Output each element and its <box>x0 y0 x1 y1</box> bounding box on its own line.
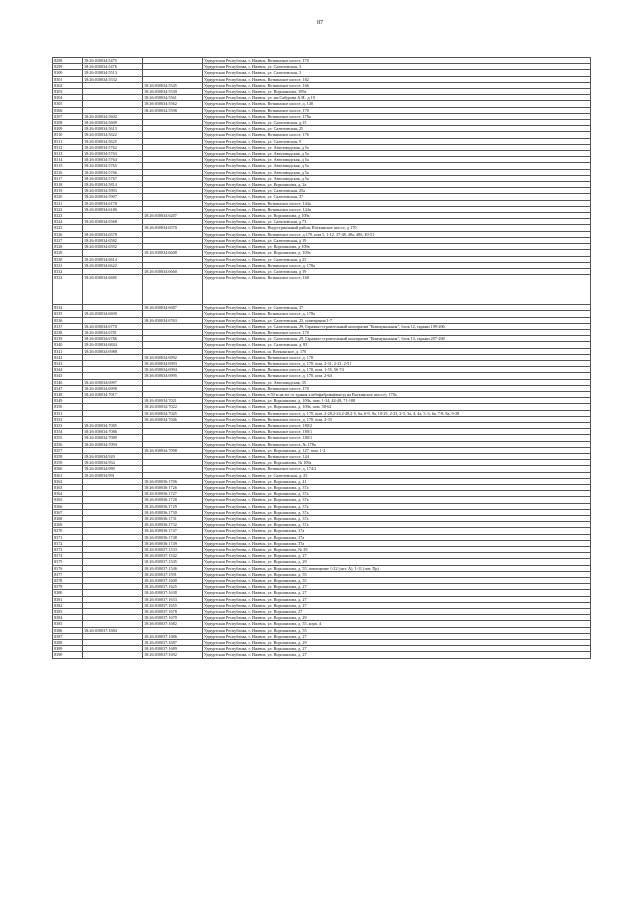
cadastral-number-room: 18:26:030036:1727 <box>143 491 203 497</box>
address-cell: Удмуртская Республика, г. Ижевск, ул. Ворошилова, 37а <box>203 528 591 534</box>
address-cell: Удмуртская Республика, г. Ижевск, ул. Ворошилова, 37а <box>203 540 591 546</box>
row-number: 8339 <box>53 336 83 342</box>
cadastral-number: 18:26:030034:5764 <box>83 157 143 163</box>
row-number: 8300 <box>53 70 83 76</box>
address-cell: Удмуртская Республика, г. Ижевск, ул. Ворошилова, 27 <box>203 609 591 615</box>
row-number: 8314 <box>53 157 83 163</box>
address-cell: Удмуртская Республика, г. Ижевск, ш. Воткинское, д. 170 <box>203 348 591 354</box>
cadastral-number-room: 18:26:030034:7045 <box>143 410 203 416</box>
cadastral-number-room: 18:26:030037:1679 <box>143 615 203 621</box>
row-number: 8316 <box>53 169 83 175</box>
cadastral-number-room: 18:26:030037:1545 <box>143 559 203 565</box>
row-number: 8332 <box>53 268 83 274</box>
row-number: 8323 <box>53 213 83 219</box>
address-cell: Удмуртская Республика, г. Ижевск, Воткинское шоссе, д. 170, пом. 1-55, 56-74 <box>203 367 591 373</box>
address-cell: Удмуртская Республика, г. Ижевск, ул. им Сабурова А.Н., д 19 <box>203 95 591 101</box>
cadastral-number-room: 18:26:030036:1729 <box>143 503 203 509</box>
row-number: 8381 <box>53 596 83 602</box>
address-cell: Удмуртская Республика, г. Ижевск, ул. Ворошилова, д. 27 <box>203 590 591 596</box>
address-cell: Удмуртская Республика, г. Ижевск, ул. Ворошилова, д. 109а <box>203 250 591 256</box>
address-cell: Удмуртская Республика, г. Ижевск, Воткинское шоссе, 170 <box>203 107 591 113</box>
row-number: 8353 <box>53 422 83 428</box>
cadastral-number-room: 18:26:030034:6660 <box>143 268 203 274</box>
cadastral-number: 18:26:030034:5767 <box>83 175 143 181</box>
row-number: 8374 <box>53 553 83 559</box>
cadastral-number-room: 18:26:030034:7046 <box>143 416 203 422</box>
address-cell: Удмуртская Республика, г. Ижевск, ул. Ворошилова, № 29 <box>203 547 591 553</box>
address-cell: Удмуртская Республика, г. Ижевск, Воткинское шоссе, д. 170 <box>203 354 591 360</box>
row-number: 8310 <box>53 132 83 138</box>
row-number: 8356 <box>53 441 83 447</box>
address-cell: Удмуртская Республика, г. Ижевск, ул. Ворошилова, д. 55, корп. 4 <box>203 621 591 627</box>
row-number: 8362 <box>53 478 83 484</box>
row-number: 8385 <box>53 621 83 627</box>
address-cell: Удмуртская Республика, г. Ижевск, ул. Салютовская, д 25 <box>203 256 591 262</box>
row-number: 8317 <box>53 175 83 181</box>
cadastral-number: 18:26:030034:5763 <box>83 151 143 157</box>
cadastral-number: 18:26:030034:6582 <box>83 237 143 243</box>
address-cell: Удмуртская Республика, г. Ижевск, ул. Ворошилова, д. 29 <box>203 640 591 646</box>
row-number: 8309 <box>53 126 83 132</box>
row-number: 8383 <box>53 609 83 615</box>
row-number: 8304 <box>53 95 83 101</box>
address-cell: Удмуртская Республика, г. Ижевск, ул. Ворошилова, д. 27 <box>203 553 591 559</box>
address-cell: Удмуртская Республика, г. Ижевск, Воткинское шоссе, 170 <box>203 385 591 391</box>
address-cell: Удмуртская Республика, г. Ижевск, Воткинское шоссе, д. 170, пом. 2-31, 2-21, 2-51 <box>203 360 591 366</box>
address-cell: Удмуртская Республика, г. Ижевск, ул. Ворошилова, д. 37а <box>203 516 591 522</box>
row-number: 8313 <box>53 151 83 157</box>
cadastral-number: 18:26:030034:5814 <box>83 182 143 188</box>
address-cell: Удмуртская Республика, г. Ижевск, ул. Ворошилова, д. 37а <box>203 491 591 497</box>
address-cell: Удмуртская Республика, г. Ижевск, ул. Ворошилова, д. 127, пом. 1-2 <box>203 447 591 453</box>
table-row <box>53 275 591 305</box>
cadastral-number-room: 18:26:030036:1728 <box>143 497 203 503</box>
row-number: 8329 <box>53 250 83 256</box>
row-number: 8373 <box>53 547 83 553</box>
row-number: 8366 <box>53 503 83 509</box>
cadastral-number-room: 18:26:030034:5561 <box>143 95 203 101</box>
address-cell: Удмуртская Республика, г. Ижевск, ул. Салютовская, 25 <box>203 126 591 132</box>
address-cell: Удмуртская Республика, г. Ижевск, ул. Автозаводская, д 5а <box>203 151 591 157</box>
cadastral-number: 18:26:030034:6186 <box>83 206 143 212</box>
address-cell: Удмуртская Республика, г. Ижевск, ул. Ворошилова, д. 37а <box>203 497 591 503</box>
row-number: 8380 <box>53 590 83 596</box>
cadastral-number-room: 18:26:030037:1686 <box>143 633 203 639</box>
address-cell: Удмуртская Республика, г. Ижевск, ул. Автозаводская, д 5а <box>203 175 591 181</box>
cadastral-number: 18:26:030034:7017 <box>83 391 143 397</box>
address-cell: Удмуртская Республика, г. Ижевск, ул. Ворошилова, № 109а <box>203 460 591 466</box>
address-cell: Удмуртская Республика, г. Ижевск, Воткинское шоссе, 166 <box>203 82 591 88</box>
row-number: 8319 <box>53 188 83 194</box>
cadastral-number-room: 18:26:030036:1706 <box>143 478 203 484</box>
cadastral-number-room: 18:26:030036:1749 <box>143 540 203 546</box>
address-cell: Удмуртская Республика, г. Ижевск, ул. Салютовская, д. 83 <box>203 342 591 348</box>
cadastral-number: 18:26:030034:5613 <box>83 126 143 132</box>
row-number: 8311 <box>53 138 83 144</box>
cadastral-number-room: 18:26:030034:5545 <box>143 82 203 88</box>
cadastral-number-room: 18:26:030034:6993 <box>143 360 203 366</box>
row-number: 8364 <box>53 491 83 497</box>
cadastral-number: 18:26:030034:6998 <box>83 385 143 391</box>
cadastral-number-room <box>143 275 203 305</box>
cadastral-number: 18:26:030034:6685 <box>83 275 143 305</box>
cadastral-number-room: 18:26:030037:1678 <box>143 609 203 615</box>
row-number: 8336 <box>53 317 83 323</box>
row-number: 8306 <box>53 107 83 113</box>
address-cell: Удмуртская Республика, г. Ижевск, ул. Ворошилова, д. 29 <box>203 559 591 565</box>
address-cell: Удмуртская Республика, г. Ижевск, ул. Ворошилова, 109а <box>203 89 591 95</box>
cadastral-number-room: 18:26:030034:6570 <box>143 225 203 231</box>
address-cell: Удмуртская Республика, г. Ижевск, Воткинское шоссе, 170 <box>203 329 591 335</box>
address-cell: Удмуртская Республика, г. Ижевск, Воткинское шоссе, д. 174/2 <box>203 466 591 472</box>
row-number: 8351 <box>53 410 83 416</box>
row-number: 8303 <box>53 89 83 95</box>
row-number: 8369 <box>53 522 83 528</box>
row-number: 8348 <box>53 391 83 397</box>
address-cell: Удмуртская Республика, г. Ижевск, ул. Ворошилова, д. 27 <box>203 646 591 652</box>
row-number: 8367 <box>53 509 83 515</box>
address-cell: Удмуртская Республика, г. Ижевск, ул. Салютовская, д. 25 <box>203 472 591 478</box>
row-number: 8331 <box>53 262 83 268</box>
cadastral-number-room: 18:26:030034:6994 <box>143 367 203 373</box>
row-number: 8386 <box>53 627 83 633</box>
cadastral-number: 18:26:030034:5762 <box>83 144 143 150</box>
row-number: 8345 <box>53 373 83 379</box>
address-cell: Удмуртская Республика, г. Ижевск, ул. Салютовская, 25, помещения 1-7 <box>203 317 591 323</box>
cadastral-number-room: 18:26:030036:1726 <box>143 485 203 491</box>
address-cell: Удмуртская Республика, г. Ижевск, ул. Ворошилова, 37а <box>203 534 591 540</box>
address-cell: Удмуртская Республика, г. Ижевск, Воткинское шоссе, д. 140 <box>203 101 591 107</box>
address-cell: Удмуртская Республика, г. Ижевск, Воткинское шоссе, 182 <box>203 76 591 82</box>
cadastral-number-room: 18:26:030034:6687 <box>143 305 203 311</box>
row-number: 8318 <box>53 182 83 188</box>
cadastral-number-room: 18:26:030034:5598 <box>143 107 203 113</box>
address-cell: Удмуртская Республика, г. Ижевск, Воткинское шоссе, № 178а <box>203 441 591 447</box>
row-number: 8355 <box>53 435 83 441</box>
cadastral-number: 18:26:030034:6614 <box>83 256 143 262</box>
cadastral-number: 18:26:030034:991 <box>83 472 143 478</box>
row-number: 8379 <box>53 584 83 590</box>
row-number: 8378 <box>53 578 83 584</box>
address-cell: Удмуртская Республика, г. Ижевск, ул. Салютовская, 3 <box>203 70 591 76</box>
cadastral-number: 18:26:030034:5513 <box>83 70 143 76</box>
cadastral-number-room: 18:26:030037:1625 <box>143 584 203 590</box>
address-cell: Удмуртская Республика, г. Ижевск, ул. Ворошилова, д. 55 <box>203 627 591 633</box>
row-number: 8334 <box>53 305 83 311</box>
address-cell: Удмуртская Республика, г. Ижевск, ул. Салютовская, 3 <box>203 64 591 70</box>
address-cell: Удмуртская Республика, г. Ижевск, ул. Ворошилова, д. 27 <box>203 633 591 639</box>
row-number: 8354 <box>53 429 83 435</box>
cadastral-number: 18:26:030034:6988 <box>83 348 143 354</box>
row-number: 8375 <box>53 559 83 565</box>
address-cell: Удмуртская Республика, г. Ижевск, ул. Ворошилова, д. 41 <box>203 478 591 484</box>
address-cell: Удмуртская Республика, г. Ижевск, ул. Салютовская, 29, Гаражно-строительный кооператив "Коммунальник", блок 13, гаражи 207-208 <box>203 336 591 342</box>
cadastral-number-room: 18:26:030034:6207 <box>143 213 203 219</box>
row-number: 8349 <box>53 398 83 404</box>
page-number: 87 <box>317 20 323 26</box>
row-number: 8301 <box>53 76 83 82</box>
row-number: 8338 <box>53 329 83 335</box>
address-cell: Удмуртская Республика, г. Ижевск, ул. Ворошилова, д. 55 <box>203 571 591 577</box>
address-cell: Удмуртская Республика, г. Ижевск, ул. Ворошилова, д. 55 <box>203 578 591 584</box>
cadastral-number <box>83 652 143 658</box>
address-cell: Удмуртская Республика, г. Ижевск, ул. Салютовская, 29, Гаражно-строительный кооператив "Коммунальник", блок 12, гаражи 199-206 <box>203 323 591 329</box>
address-cell: Удмуртская Республика, г. Ижевск, Воткинское шоссе, д 170, пом 1, 1-12, 37-48, 48а, 48б, 49-51 <box>203 231 591 237</box>
row-number: 8388 <box>53 640 83 646</box>
cadastral-number-room: 18:26:030037:1542 <box>143 553 203 559</box>
row-number: 8342 <box>53 354 83 360</box>
address-cell: Удмуртская Республика, г. Ижевск, Индустриальный район, Воткинское шоссе, д 170 <box>203 225 591 231</box>
cadastral-number: 18:26:030034:6786 <box>83 336 143 342</box>
address-cell: Удмуртская Республика, г. Ижевск, Воткинское шоссе, 180/1 <box>203 429 591 435</box>
address-cell: Удмуртская Республика, г. Ижевск, ул. Салютовская, д.15 <box>203 120 591 126</box>
cadastral-number: 18:26:030034:5609 <box>83 120 143 126</box>
address-cell: Удмуртская Республика, г. Ижевск, ул. Ворошилова, д. 27 <box>203 596 591 602</box>
address-cell: Удмуртская Республика, г. Ижевск, ул. Салютовская, д 73 <box>203 219 591 225</box>
cadastral-number: 18:26:030034:5765 <box>83 163 143 169</box>
cadastral-number-room: 18:26:030034:6763 <box>143 317 203 323</box>
row-number: 8387 <box>53 633 83 639</box>
address-cell: Удмуртская Республика, г. Ижевск, Воткинское шоссе, 170 <box>203 58 591 64</box>
cadastral-number: 18:26:030034:6622 <box>83 262 143 268</box>
address-cell: Удмуртская Республика, г. Ижевск, ул. Салютовская, д 19 <box>203 237 591 243</box>
address-cell: Удмуртская Республика, г. Ижевск, ул. Ворошилова, д. 37а <box>203 509 591 515</box>
row-number: 8382 <box>53 602 83 608</box>
property-register-table <box>52 57 591 659</box>
address-cell: Удмуртская Республика, г. Ижевск, ул. Ворошилова, д. 27 <box>203 602 591 608</box>
row-number: 8359 <box>53 460 83 466</box>
address-cell: Удмуртская Республика, г. Ижевск, ул. Ворошилова, д. 37а <box>203 485 591 491</box>
cadastral-number-room: 18:26:030034:7098 <box>143 447 203 453</box>
address-cell: Удмуртская Республика, г. Ижевск, ул. Ворошилова, д. 55, помещение 1-22 (лит. А), 1-11 (лит. Пр) <box>203 565 591 571</box>
address-cell: Удмуртская Республика, г. Ижевск, ул. Ворошилова, д 109а <box>203 244 591 250</box>
address-cell: Удмуртская Республика, г. Ижевск, Воткинское шоссе, 144а <box>203 200 591 206</box>
row-number: 8377 <box>53 571 83 577</box>
row-number: 8326 <box>53 231 83 237</box>
address-cell: Удмуртская Республика, г. Ижевск, ул. Салютовская, 9 <box>203 138 591 144</box>
cadastral-number: 18:26:030034:5476 <box>83 64 143 70</box>
cadastral-number-room: 18:26:030037:1655 <box>143 602 203 608</box>
row-number: 8384 <box>53 615 83 621</box>
row-number: 8308 <box>53 120 83 126</box>
address-cell: Удмуртская Республика, г. Ижевск, ул. Автозаводская, 35 <box>203 379 591 385</box>
address-cell: Удмуртская Республика, г. Ижевск, ул. Ворошилова, д. 37а <box>203 522 591 528</box>
row-number: 8358 <box>53 453 83 459</box>
cadastral-number-room: 18:26:030034:7021 <box>143 398 203 404</box>
address-cell: Удмуртская Республика, г. Ижевск, ул. Ворошилова, д. 2а <box>203 182 591 188</box>
row-number: 8365 <box>53 497 83 503</box>
address-cell: Удмуртская Республика, г. Ижевск, ул. Салютовская, 37 <box>203 194 591 200</box>
cadastral-number: 18:26:030037:1684 <box>83 627 143 633</box>
row-number: 8324 <box>53 219 83 225</box>
address-cell: Удмуртская Республика, г. Ижевск, ул. Автозаводская, д 5а <box>203 157 591 163</box>
cadastral-number: 18:26:030034:6690 <box>83 311 143 317</box>
row-number: 8328 <box>53 244 83 250</box>
address-cell: Удмуртская Республика, г. Ижевск, Воткинское шоссе, 178а <box>203 113 591 119</box>
cadastral-number-room: 18:26:030036:1732 <box>143 522 203 528</box>
cadastral-number: 18:26:030034:5766 <box>83 169 143 175</box>
cadastral-number: 18:26:030034:5907 <box>83 194 143 200</box>
row-number: 8315 <box>53 163 83 169</box>
row-number: 8346 <box>53 379 83 385</box>
cadastral-number: 18:26:030034:7089 <box>83 435 143 441</box>
cadastral-number: 18:26:030034:6770 <box>83 323 143 329</box>
address-cell: Удмуртская Республика, г. Ижевск, Воткинское шоссе, д. 178а <box>203 262 591 268</box>
cadastral-number-room: 18:26:030034:6995 <box>143 373 203 379</box>
cadastral-number: 18:26:030034:6578 <box>83 231 143 237</box>
cadastral-number: 18:26:030034:5622 <box>83 132 143 138</box>
row-number: 8325 <box>53 225 83 231</box>
row-number: 8389 <box>53 646 83 652</box>
cadastral-number-room: 18:26:030036:1730 <box>143 509 203 515</box>
cadastral-number: 18:26:030034:920 <box>83 453 143 459</box>
cadastral-number: 18:26:030034:5475 <box>83 58 143 64</box>
row-number: 8330 <box>53 256 83 262</box>
cadastral-number-room: 18:26:030037:1591 <box>143 571 203 577</box>
row-number: 8344 <box>53 367 83 373</box>
row-number: 8322 <box>53 206 83 212</box>
row-number: 8361 <box>53 472 83 478</box>
address-cell: Удмуртская Республика, г. Ижевск, Воткинское шоссе, д. 178а <box>203 311 591 317</box>
row-number: 8299 <box>53 64 83 70</box>
cadastral-number: 18:26:030034:5602 <box>83 113 143 119</box>
address-cell: Удмуртская Республика, г. Ижевск, Воткинское шоссе, 144а <box>203 206 591 212</box>
address-cell: Удмуртская Республика, г. Ижевск, ул. Салютовская, 37 <box>203 305 591 311</box>
cadastral-number-room: 18:26:030037:1633 <box>143 596 203 602</box>
address-cell: Удмуртская Республика, г. Ижевск, ул. Автозаводская, д 5а <box>203 169 591 175</box>
cadastral-number-room: 18:26:030037:1687 <box>143 640 203 646</box>
cadastral-number-room: 18:26:030034:6992 <box>143 354 203 360</box>
row-number: 8340 <box>53 342 83 348</box>
address-cell: Удмуртская Республика, г. Ижевск, Воткинское шоссе, 180/2 <box>203 422 591 428</box>
row-number: 8320 <box>53 194 83 200</box>
cadastral-number-room: 18:26:030037:1692 <box>143 652 203 658</box>
address-cell: Удмуртская Республика, г. Ижевск, ул. Ворошилова, д 109а <box>203 213 591 219</box>
address-cell: Удмуртская Республика, г. Ижевск, ул. Ворошилова, д. 29 <box>203 615 591 621</box>
row-number: 8327 <box>53 237 83 243</box>
address-cell: Удмуртская Республика, г. Ижевск, ул. Ворошилова, д. 27 <box>203 584 591 590</box>
cadastral-number-room: 18:26:030034:5562 <box>143 101 203 107</box>
row-number: 8363 <box>53 485 83 491</box>
cadastral-number: 18:26:030034:6178 <box>83 200 143 206</box>
row-number: 8337 <box>53 323 83 329</box>
row-number: 8335 <box>53 311 83 317</box>
cadastral-number-room: 18:26:030034:7022 <box>143 404 203 410</box>
row-number: 8357 <box>53 447 83 453</box>
cadastral-number-room: 18:26:030036:1731 <box>143 516 203 522</box>
address-cell: Удмуртская Республика, г. Ижевск, Воткинское шоссе, 168 <box>203 275 591 305</box>
row-number: 8298 <box>53 58 83 64</box>
cadastral-number: 18:26:030034:6568 <box>83 219 143 225</box>
cadastral-number-room: 18:26:030037:1689 <box>143 646 203 652</box>
row-number: 8360 <box>53 466 83 472</box>
cadastral-number: 18:26:030034:5903 <box>83 188 143 194</box>
row-number: 8350 <box>53 404 83 410</box>
cadastral-number-room: 18:26:030037:1600 <box>143 578 203 584</box>
cadastral-number: 18:26:030034:5532 <box>83 76 143 82</box>
cadastral-number-room: 18:26:030037:1682 <box>143 621 203 627</box>
row-number: 8302 <box>53 82 83 88</box>
address-cell: Удмуртская Республика, г. Ижевск, Воткинское шоссе, д. 170, пом. 2-33 <box>203 416 591 422</box>
row-number: 8372 <box>53 540 83 546</box>
cadastral-number: 18:26:030034:5625 <box>83 138 143 144</box>
row-number: 8307 <box>53 113 83 119</box>
cadastral-number: 18:26:030034:934 <box>83 460 143 466</box>
row-number: 8343 <box>53 360 83 366</box>
address-cell: Удмуртская Республика, г. Ижевск, Воткинское шоссе, 180/1 <box>203 435 591 441</box>
row-number: 8347 <box>53 385 83 391</box>
row-number: 8352 <box>53 416 83 422</box>
cadastral-number: 18:26:030034:989 <box>83 466 143 472</box>
cadastral-number: 18:26:030034:6844 <box>83 342 143 348</box>
row-number: 8376 <box>53 565 83 571</box>
cadastral-number: 18:26:030034:7086 <box>83 429 143 435</box>
cadastral-number: 18:26:030034:7094 <box>83 441 143 447</box>
row-number: 8333 <box>53 275 83 305</box>
address-cell: Удмуртская Республика, г. Ижевск, ул. Ворошилова, д. 27 <box>203 652 591 658</box>
address-cell: Удмуртская Республика, г. Ижевск, Воткинское шоссе, 144 <box>203 453 591 459</box>
address-cell: Удмуртская Республика, г. Ижевск, ул. Автозаводская, д 5а <box>203 163 591 169</box>
address-cell: Удмуртская Республика, г. Ижевск, ул. Ворошилова, д. 109а, пом. 58-62 <box>203 404 591 410</box>
cadastral-number: 18:26:030034:6592 <box>83 244 143 250</box>
address-cell: Удмуртская Республика, г. Ижевск, ул. Салютовская, д 19 <box>203 268 591 274</box>
cadastral-number: 18:26:030034:7085 <box>83 422 143 428</box>
cadastral-number-room: 18:26:030036:1747 <box>143 528 203 534</box>
address-cell: Удмуртская Республика, г. Ижевск, Воткинское шоссе, д. 170, пом. 2-28,2-24,2-28,2-5, 6а, 6-9, 9а, 10-25, 2-23, 2-3, 3а, 4, 4а, 5, 6, 6а, 7-8, 8а, 9-28 <box>203 410 591 416</box>
address-cell: Удмуртская Республика, г. Ижевск, Воткинское шоссе, 176 <box>203 132 591 138</box>
row-number: 8312 <box>53 144 83 150</box>
cadastral-number: 18:26:030034:6997 <box>83 379 143 385</box>
cadastral-number-room: 18:26:030037:1630 <box>143 590 203 596</box>
cadastral-number: 18:26:030034:6781 <box>83 329 143 335</box>
row-number: 8368 <box>53 516 83 522</box>
cadastral-number-room: 18:26:030037:1533 <box>143 547 203 553</box>
row-number: 8390 <box>53 652 83 658</box>
row-number: 8341 <box>53 348 83 354</box>
row-number: 8370 <box>53 528 83 534</box>
cadastral-number-room: 18:26:030036:1748 <box>143 534 203 540</box>
cadastral-number-room: 18:26:030034:6608 <box>143 250 203 256</box>
row-number: 8321 <box>53 200 83 206</box>
row-number: 8305 <box>53 101 83 107</box>
cadastral-number-room: 18:26:030037:1546 <box>143 565 203 571</box>
register-body <box>53 58 591 659</box>
address-cell: Удмуртская Республика, г. Ижевск, ул. Автозаводская, д 5а <box>203 144 591 150</box>
address-cell: Удмуртская Республика, г. Ижевск, ул. Салютовская, 25а <box>203 188 591 194</box>
table-row <box>53 652 591 658</box>
cadastral-number-room: 18:26:030034:5549 <box>143 89 203 95</box>
address-cell: Удмуртская Республика, г. Ижевск, Воткинское шоссе, д. 170, пом. 2-64 <box>203 373 591 379</box>
address-cell: Удмуртская Республика, г. Ижевск, в 50 м на юг от здания хлебофабрики(выезд на Воткинское шоссе), 178а <box>203 391 591 397</box>
address-cell: Удмуртская Республика, г. Ижевск, ул. Ворошилова, д. 37а <box>203 503 591 509</box>
address-cell: Удмуртская Республика, г. Ижевск, ул. Ворошилова, д. 109а, пом. 1-34, 44-48, 71-108 <box>203 398 591 404</box>
row-number: 8371 <box>53 534 83 540</box>
